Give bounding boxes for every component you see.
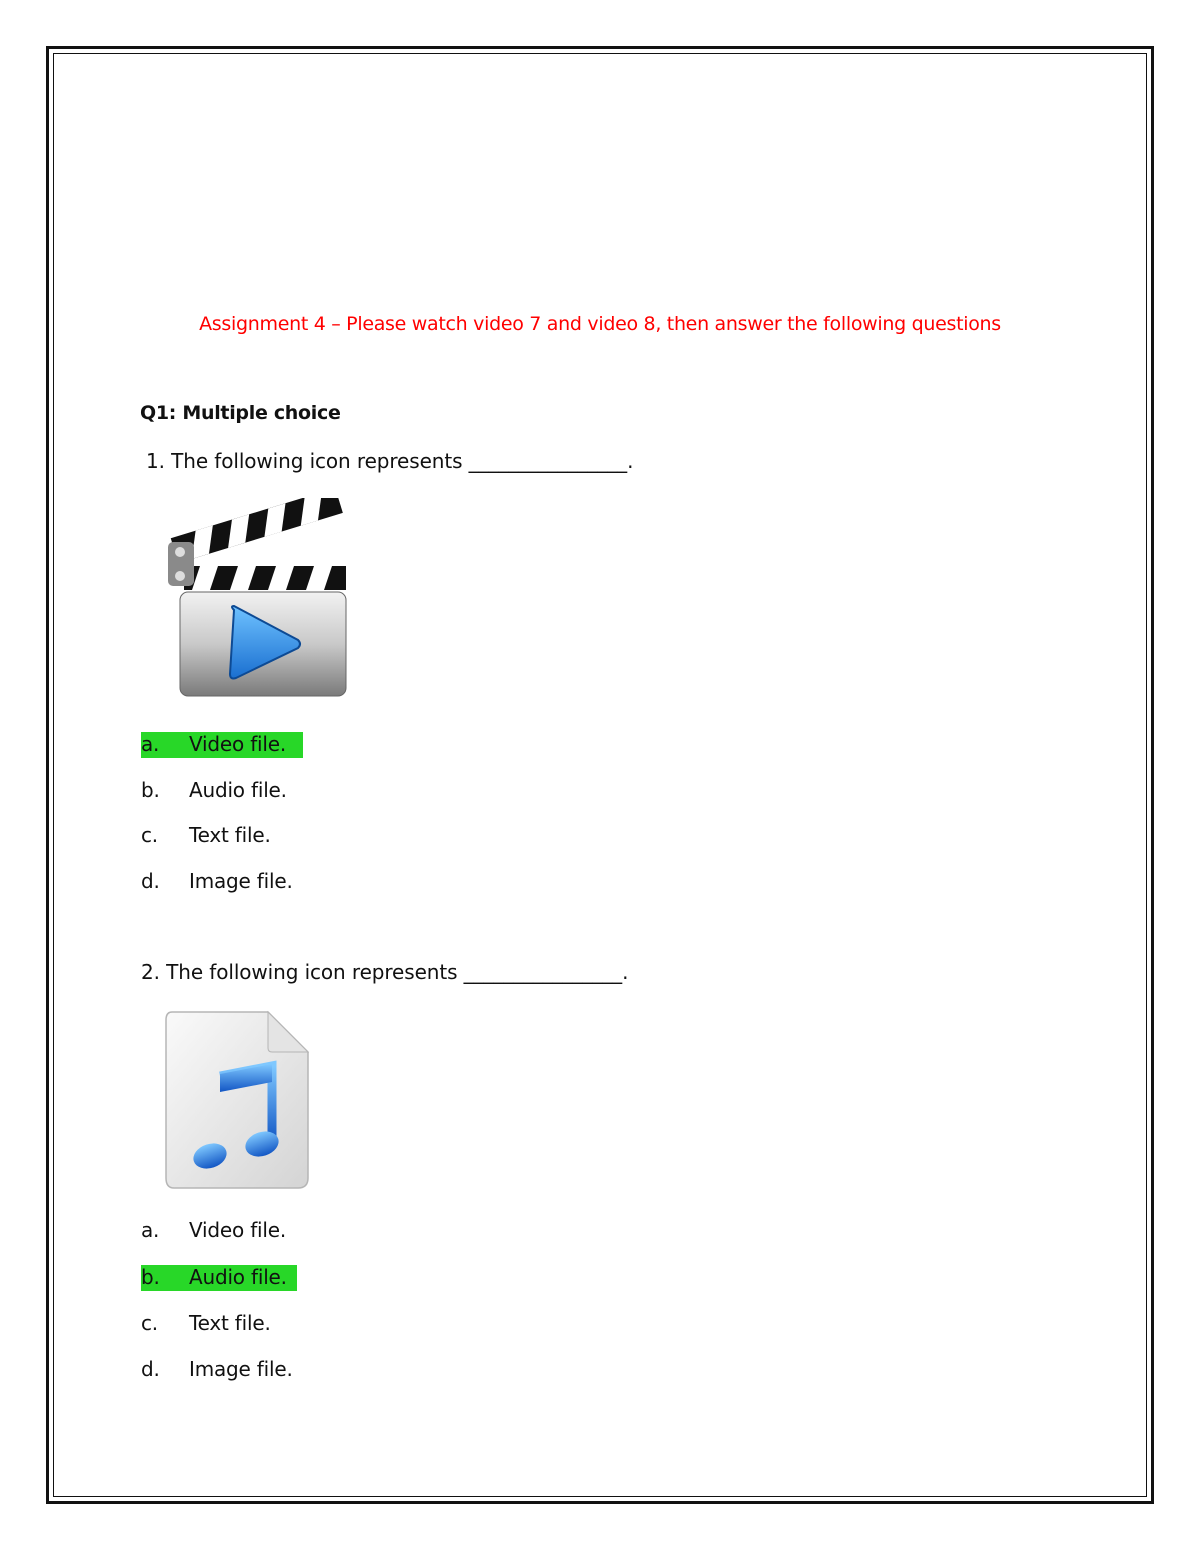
video-clapperboard-icon — [160, 498, 360, 708]
q1-option-a[interactable]: a. Video file. — [141, 732, 303, 758]
audio-file-icon — [158, 1008, 318, 1193]
section-heading: Q1: Multiple choice — [140, 402, 341, 424]
q1-option-d[interactable]: d. Image file. — [141, 869, 293, 893]
q2-option-d[interactable]: d. Image file. — [141, 1357, 293, 1381]
q1-option-c[interactable]: c. Text file. — [141, 823, 271, 847]
q1-option-b[interactable]: b. Audio file. — [141, 778, 287, 802]
assignment-title: Assignment 4 – Please watch video 7 and video 8, then answer the following questions — [199, 313, 1001, 335]
q2-option-b[interactable]: b. Audio file. — [141, 1265, 297, 1291]
q2-option-c[interactable]: c. Text file. — [141, 1311, 271, 1335]
question-2-text: 2. The following icon represents ________________. — [141, 960, 629, 984]
question-1-text: 1. The following icon represents ________________. — [146, 449, 634, 473]
q2-option-a[interactable]: a. Video file. — [141, 1218, 287, 1242]
